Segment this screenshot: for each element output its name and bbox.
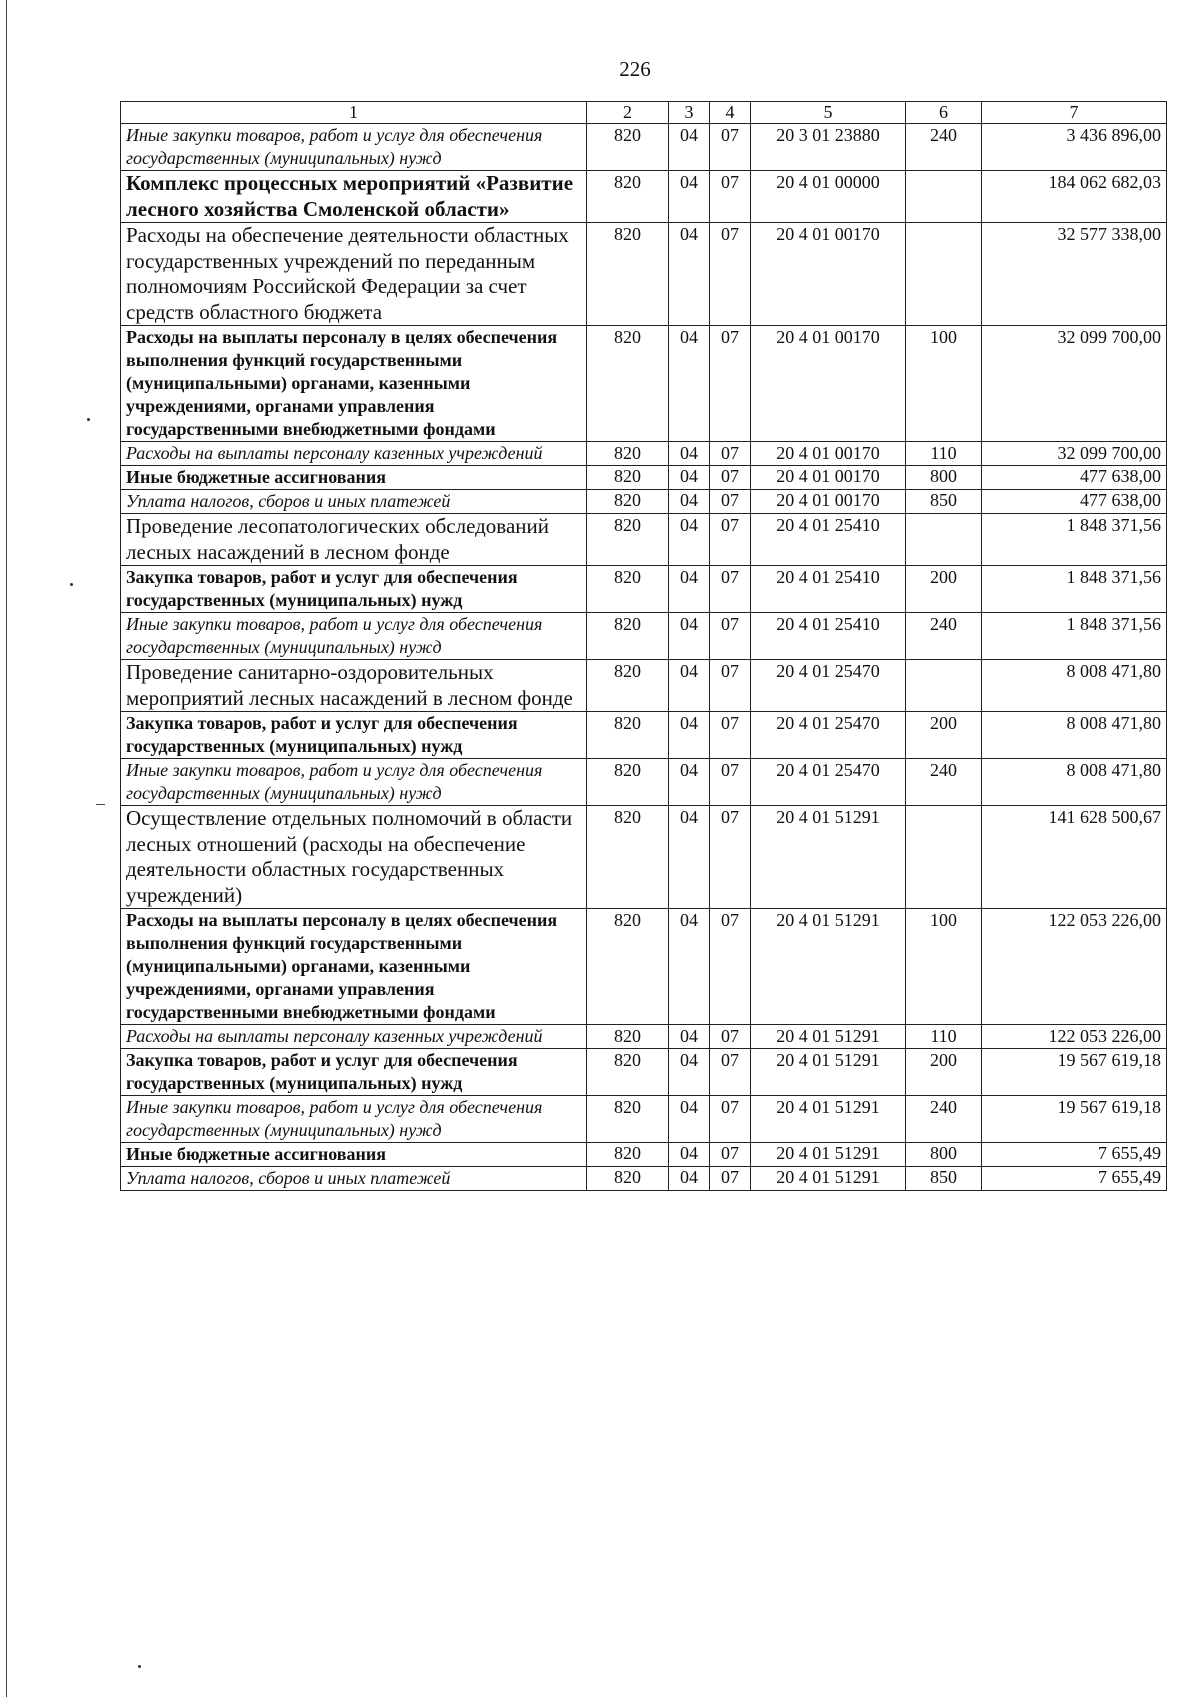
amount-cell: 19 567 619,18 <box>982 1049 1167 1096</box>
target-article-cell: 20 4 01 00000 <box>751 171 906 223</box>
ministry-code-cell: 820 <box>587 442 669 466</box>
target-article-cell: 20 4 01 00170 <box>751 442 906 466</box>
ministry-code-cell: 820 <box>587 759 669 806</box>
target-article-cell: 20 4 01 51291 <box>751 1167 906 1191</box>
expense-type-cell: 110 <box>906 1025 982 1049</box>
ministry-code-cell: 820 <box>587 124 669 171</box>
expense-type-cell <box>906 514 982 566</box>
target-article-cell: 20 4 01 00170 <box>751 490 906 514</box>
column-header: 5 <box>751 102 906 124</box>
amount-cell: 8 008 471,80 <box>982 712 1167 759</box>
table-row <box>121 566 1167 613</box>
amount-cell: 8 008 471,80 <box>982 759 1167 806</box>
table-row <box>121 124 1167 171</box>
target-article-cell: 20 4 01 51291 <box>751 1049 906 1096</box>
row-name-cell: Проведение лесопатологических обследований лесных насаждений в лесном фонде <box>121 514 587 566</box>
row-name-cell: Уплата налогов, сборов и иных платежей <box>121 1167 587 1191</box>
column-header: 1 <box>121 102 587 124</box>
table-row <box>121 1049 1167 1096</box>
section-code-cell: 04 <box>669 223 710 326</box>
column-header: 2 <box>587 102 669 124</box>
expense-type-cell <box>906 806 982 909</box>
subsection-code-cell: 07 <box>710 909 751 1025</box>
table-row <box>121 806 1167 909</box>
subsection-code-cell: 07 <box>710 712 751 759</box>
subsection-code-cell: 07 <box>710 223 751 326</box>
expense-type-cell <box>906 223 982 326</box>
section-code-cell: 04 <box>669 171 710 223</box>
subsection-code-cell: 07 <box>710 1167 751 1191</box>
amount-cell: 1 848 371,56 <box>982 613 1167 660</box>
subsection-code-cell: 07 <box>710 1025 751 1049</box>
section-code-cell: 04 <box>669 514 710 566</box>
subsection-code-cell: 07 <box>710 171 751 223</box>
section-code-cell: 04 <box>669 326 710 442</box>
subsection-code-cell: 07 <box>710 326 751 442</box>
target-article-cell: 20 4 01 25410 <box>751 566 906 613</box>
amount-cell: 1 848 371,56 <box>982 566 1167 613</box>
section-code-cell: 04 <box>669 1049 710 1096</box>
table-row <box>121 909 1167 1025</box>
table-row <box>121 223 1167 326</box>
subsection-code-cell: 07 <box>710 1049 751 1096</box>
table-row <box>121 660 1167 712</box>
expense-type-cell: 100 <box>906 326 982 442</box>
amount-cell: 8 008 471,80 <box>982 660 1167 712</box>
section-code-cell: 04 <box>669 613 710 660</box>
scan-mark <box>96 804 105 805</box>
scan-speck <box>87 418 90 421</box>
row-name-cell: Иные закупки товаров, работ и услуг для обеспечения государственных (муниципальных) нужд <box>121 1096 587 1143</box>
ministry-code-cell: 820 <box>587 223 669 326</box>
row-name-cell: Иные бюджетные ассигнования <box>121 466 587 490</box>
ministry-code-cell: 820 <box>587 613 669 660</box>
expense-type-cell: 240 <box>906 613 982 660</box>
section-code-cell: 04 <box>669 124 710 171</box>
target-article-cell: 20 4 01 25410 <box>751 514 906 566</box>
ministry-code-cell: 820 <box>587 909 669 1025</box>
expense-type-cell: 850 <box>906 1167 982 1191</box>
column-header: 3 <box>669 102 710 124</box>
table-row <box>121 759 1167 806</box>
section-code-cell: 04 <box>669 1143 710 1167</box>
row-name-cell: Расходы на выплаты персоналу казенных учреждений <box>121 442 587 466</box>
ministry-code-cell: 820 <box>587 712 669 759</box>
scan-speck <box>70 583 73 586</box>
target-article-cell: 20 4 01 00170 <box>751 466 906 490</box>
expense-type-cell: 200 <box>906 566 982 613</box>
scan-margin-line <box>6 0 7 1697</box>
table-row <box>121 1096 1167 1143</box>
section-code-cell: 04 <box>669 1025 710 1049</box>
row-name-cell: Расходы на выплаты персоналу в целях обеспечения выполнения функций государственными (муниципальными) органами, казенными учреждениями, органами управления государственными внебюджетными фондами <box>121 909 587 1025</box>
row-name-cell: Комплекс процессных мероприятий «Развитие лесного хозяйства Смоленской области» <box>121 171 587 223</box>
expense-type-cell <box>906 171 982 223</box>
amount-cell: 184 062 682,03 <box>982 171 1167 223</box>
expense-type-cell <box>906 660 982 712</box>
row-name-cell: Закупка товаров, работ и услуг для обеспечения государственных (муниципальных) нужд <box>121 712 587 759</box>
row-name-cell: Осуществление отдельных полномочий в области лесных отношений (расходы на обеспечение деятельности областных государственных учреждений) <box>121 806 587 909</box>
table-body <box>121 102 1167 1191</box>
row-name-cell: Уплата налогов, сборов и иных платежей <box>121 490 587 514</box>
amount-cell: 141 628 500,67 <box>982 806 1167 909</box>
subsection-code-cell: 07 <box>710 442 751 466</box>
ministry-code-cell: 820 <box>587 566 669 613</box>
table-row <box>121 1143 1167 1167</box>
column-header: 7 <box>982 102 1167 124</box>
ministry-code-cell: 820 <box>587 1167 669 1191</box>
ministry-code-cell: 820 <box>587 660 669 712</box>
expense-type-cell: 100 <box>906 909 982 1025</box>
section-code-cell: 04 <box>669 909 710 1025</box>
table-row <box>121 171 1167 223</box>
column-header-row <box>121 102 1167 124</box>
ministry-code-cell: 820 <box>587 806 669 909</box>
amount-cell: 7 655,49 <box>982 1143 1167 1167</box>
ministry-code-cell: 820 <box>587 1049 669 1096</box>
row-name-cell: Расходы на выплаты персоналу в целях обеспечения выполнения функций государственными (муниципальными) органами, казенными учреждениями, органами управления государственными внебюджетными фондами <box>121 326 587 442</box>
row-name-cell: Иные закупки товаров, работ и услуг для обеспечения государственных (муниципальных) нужд <box>121 124 587 171</box>
row-name-cell: Расходы на выплаты персоналу казенных учреждений <box>121 1025 587 1049</box>
row-name-cell: Иные закупки товаров, работ и услуг для обеспечения государственных (муниципальных) нужд <box>121 759 587 806</box>
expense-type-cell: 850 <box>906 490 982 514</box>
section-code-cell: 04 <box>669 466 710 490</box>
section-code-cell: 04 <box>669 442 710 466</box>
target-article-cell: 20 4 01 51291 <box>751 1025 906 1049</box>
target-article-cell: 20 4 01 25470 <box>751 759 906 806</box>
table-row <box>121 613 1167 660</box>
ministry-code-cell: 820 <box>587 1096 669 1143</box>
expense-type-cell: 200 <box>906 1049 982 1096</box>
section-code-cell: 04 <box>669 759 710 806</box>
target-article-cell: 20 4 01 51291 <box>751 806 906 909</box>
subsection-code-cell: 07 <box>710 806 751 909</box>
row-name-cell: Закупка товаров, работ и услуг для обеспечения государственных (муниципальных) нужд <box>121 1049 587 1096</box>
column-header: 6 <box>906 102 982 124</box>
ministry-code-cell: 820 <box>587 326 669 442</box>
table-row <box>121 514 1167 566</box>
target-article-cell: 20 4 01 00170 <box>751 223 906 326</box>
amount-cell: 32 099 700,00 <box>982 442 1167 466</box>
subsection-code-cell: 07 <box>710 466 751 490</box>
row-name-cell: Проведение санитарно-оздоровительных мероприятий лесных насаждений в лесном фонде <box>121 660 587 712</box>
ministry-code-cell: 820 <box>587 1143 669 1167</box>
target-article-cell: 20 4 01 25470 <box>751 712 906 759</box>
column-header: 4 <box>710 102 751 124</box>
subsection-code-cell: 07 <box>710 613 751 660</box>
amount-cell: 3 436 896,00 <box>982 124 1167 171</box>
target-article-cell: 20 4 01 51291 <box>751 1096 906 1143</box>
subsection-code-cell: 07 <box>710 566 751 613</box>
section-code-cell: 04 <box>669 1096 710 1143</box>
ministry-code-cell: 820 <box>587 466 669 490</box>
amount-cell: 7 655,49 <box>982 1167 1167 1191</box>
table-row <box>121 326 1167 442</box>
target-article-cell: 20 4 01 51291 <box>751 909 906 1025</box>
subsection-code-cell: 07 <box>710 1143 751 1167</box>
section-code-cell: 04 <box>669 1167 710 1191</box>
subsection-code-cell: 07 <box>710 514 751 566</box>
amount-cell: 32 577 338,00 <box>982 223 1167 326</box>
amount-cell: 32 099 700,00 <box>982 326 1167 442</box>
scan-speck <box>138 1665 141 1668</box>
target-article-cell: 20 3 01 23880 <box>751 124 906 171</box>
ministry-code-cell: 820 <box>587 1025 669 1049</box>
target-article-cell: 20 4 01 25410 <box>751 613 906 660</box>
subsection-code-cell: 07 <box>710 124 751 171</box>
subsection-code-cell: 07 <box>710 759 751 806</box>
table-row <box>121 712 1167 759</box>
expense-type-cell: 800 <box>906 1143 982 1167</box>
section-code-cell: 04 <box>669 566 710 613</box>
table-row <box>121 490 1167 514</box>
section-code-cell: 04 <box>669 712 710 759</box>
row-name-cell: Закупка товаров, работ и услуг для обеспечения государственных (муниципальных) нужд <box>121 566 587 613</box>
subsection-code-cell: 07 <box>710 490 751 514</box>
ministry-code-cell: 820 <box>587 171 669 223</box>
table-row <box>121 1167 1167 1191</box>
subsection-code-cell: 07 <box>710 660 751 712</box>
row-name-cell: Иные закупки товаров, работ и услуг для обеспечения государственных (муниципальных) нужд <box>121 613 587 660</box>
expense-type-cell: 110 <box>906 442 982 466</box>
row-name-cell: Иные бюджетные ассигнования <box>121 1143 587 1167</box>
row-name-cell: Расходы на обеспечение деятельности областных государственных учреждений по переданным полномочиям Российской Федерации за счет средств областного бюджета <box>121 223 587 326</box>
section-code-cell: 04 <box>669 660 710 712</box>
amount-cell: 477 638,00 <box>982 490 1167 514</box>
budget-table <box>120 101 1167 1191</box>
amount-cell: 19 567 619,18 <box>982 1096 1167 1143</box>
target-article-cell: 20 4 01 25470 <box>751 660 906 712</box>
expense-type-cell: 240 <box>906 1096 982 1143</box>
target-article-cell: 20 4 01 51291 <box>751 1143 906 1167</box>
page-number: 226 <box>619 57 651 81</box>
amount-cell: 1 848 371,56 <box>982 514 1167 566</box>
ministry-code-cell: 820 <box>587 490 669 514</box>
expense-type-cell: 200 <box>906 712 982 759</box>
expense-type-cell: 800 <box>906 466 982 490</box>
amount-cell: 122 053 226,00 <box>982 909 1167 1025</box>
table-row <box>121 466 1167 490</box>
table-row <box>121 442 1167 466</box>
amount-cell: 477 638,00 <box>982 466 1167 490</box>
section-code-cell: 04 <box>669 806 710 909</box>
ministry-code-cell: 820 <box>587 514 669 566</box>
amount-cell: 122 053 226,00 <box>982 1025 1167 1049</box>
section-code-cell: 04 <box>669 490 710 514</box>
target-article-cell: 20 4 01 00170 <box>751 326 906 442</box>
expense-type-cell: 240 <box>906 759 982 806</box>
subsection-code-cell: 07 <box>710 1096 751 1143</box>
table-row <box>121 1025 1167 1049</box>
expense-type-cell: 240 <box>906 124 982 171</box>
